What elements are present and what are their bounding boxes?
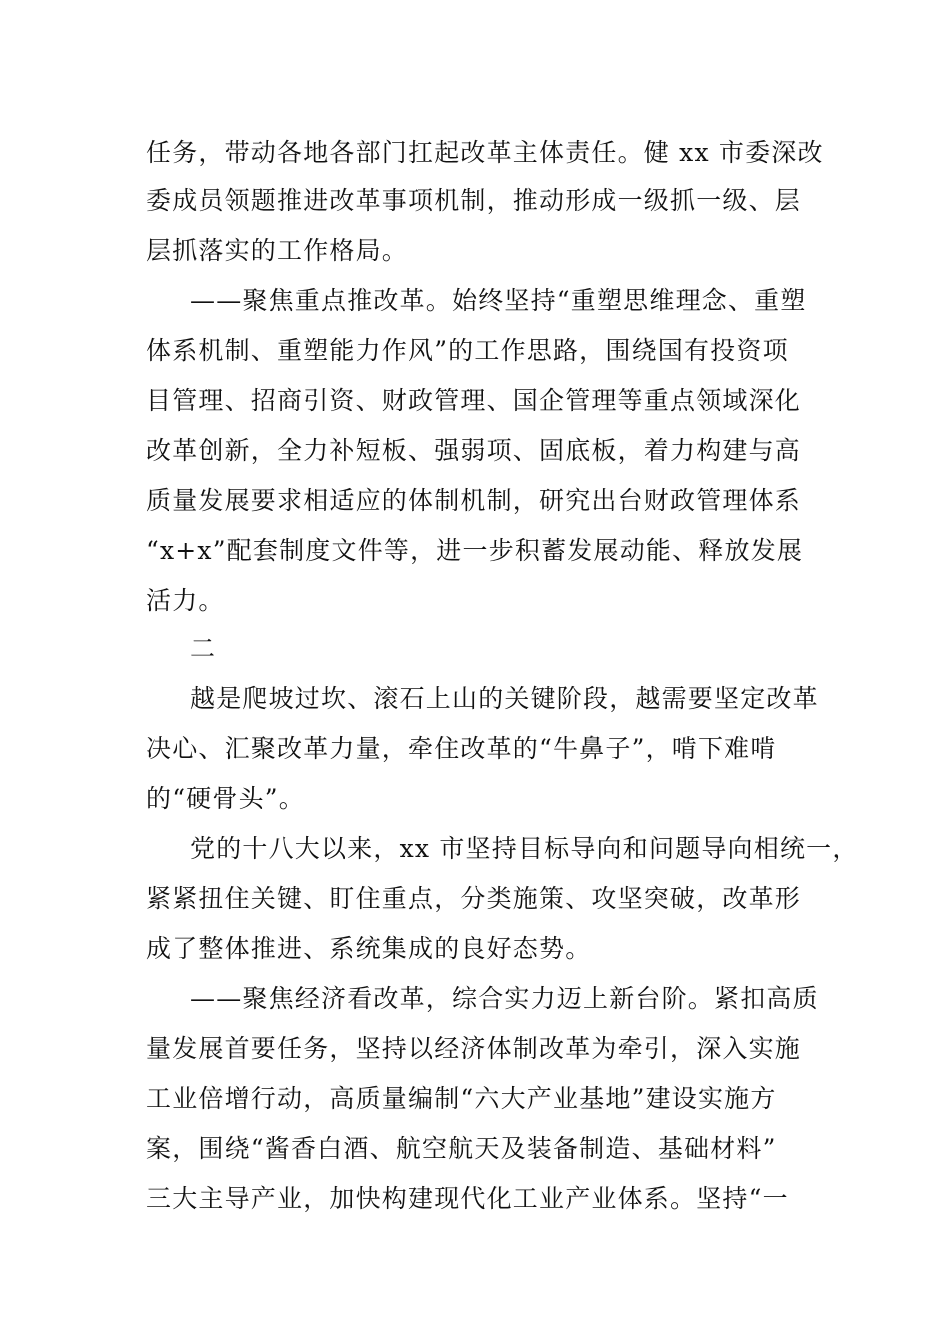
text-line: 层抓落实的工作格局。 — [146, 236, 409, 265]
text-line: ——聚焦经济看改革，综合实力迈上新台阶。紧扣高质 — [190, 984, 819, 1013]
text-line: 案，围绕“酱香白酒、航空航天及装备制造、基础材料” — [146, 1134, 777, 1163]
text-line: 活力。 — [146, 586, 225, 615]
text-line: 党的十八大以来，xx 市坚持目标导向和问题导向相统一， — [190, 834, 859, 863]
text-line: 紧紧扭住关键、盯住重点，分类施策、攻坚突破，改革形 — [146, 884, 802, 913]
text-line: 改革创新，全力补短板、强弱项、固底板，着力构建与高 — [146, 436, 802, 465]
text-line: 决心、汇聚改革力量，牵住改革的“牛鼻子”，啃下难啃 — [146, 734, 777, 763]
text-line: ——聚焦重点推改革。始终坚持“重塑思维理念、重塑 — [190, 286, 807, 315]
section-heading: 二 — [190, 634, 217, 663]
text-line: 质量发展要求相适应的体制机制，研究出台财政管理体系 — [146, 486, 802, 515]
text-line: 体系机制、重塑能力作风”的工作思路，围绕国有投资项 — [146, 336, 789, 365]
text-line: 成了整体推进、系统集成的良好态势。 — [146, 934, 592, 963]
text-line: 委成员领题推进改革事项机制，推动形成一级抓一级、层 — [146, 186, 802, 215]
text-line: 目管理、招商引资、财政管理、国企管理等重点领域深化 — [146, 386, 802, 415]
text-line: 越是爬坡过坎、滚石上山的关键阶段，越需要坚定改革 — [190, 684, 819, 713]
text-line: 三大主导产业，加快构建现代化工业产业体系。坚持“一 — [146, 1184, 789, 1213]
text-line: 工业倍增行动，高质量编制“六大产业基地”建设实施方 — [146, 1084, 777, 1113]
text-line: 的“硬骨头”。 — [146, 784, 305, 813]
text-line: 任务，带动各地各部门扛起改革主体责任。健 xx 市委深改 — [146, 138, 824, 167]
text-line: 量发展首要任务，坚持以经济体制改革为牵引，深入实施 — [146, 1034, 802, 1063]
text-line: “x+x”配套制度文件等，进一步积蓄发展动能、释放发展 — [146, 536, 804, 565]
